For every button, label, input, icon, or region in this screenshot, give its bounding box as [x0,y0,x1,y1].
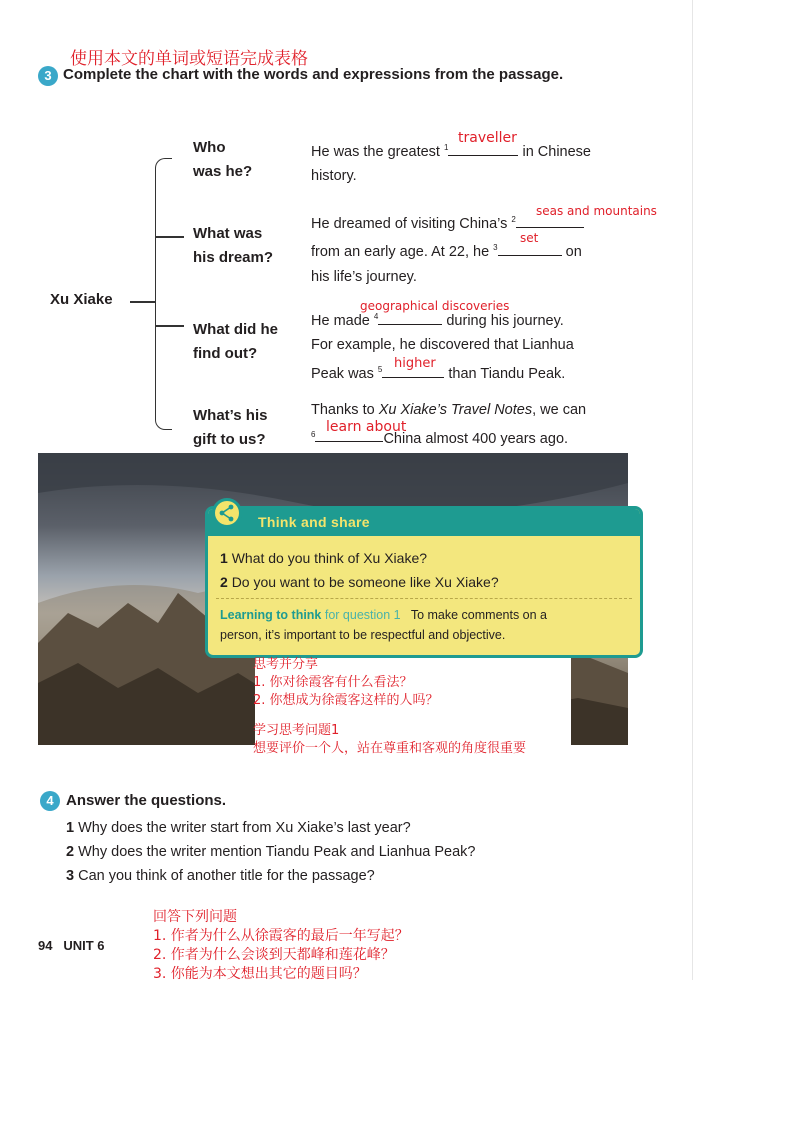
chart-answer-2: He dreamed of visiting China’s $^2$ from an early age. At 22, he $^3$ on his life’s journey. [311,208,621,289]
chart-question-dream: What was his dream? [193,225,274,266]
chart-bracket [155,158,172,430]
section-4-title: Answer the questions. [66,792,227,809]
share-icon [212,498,242,528]
answer-question-1: 1 Why does the writer start from Xu Xiake’s last year? [66,820,411,836]
chinese-instruction: 使用本文的单词或短语完成表格 [70,49,308,69]
chart-tick [156,325,184,327]
think-question-2: 2 Do you want to be someone like Xu Xiake? [220,574,499,590]
divider [216,598,632,599]
think-title: Think and share [208,509,640,536]
learning-tip-line2: person, it’s important to be respectful and objective. [220,628,506,642]
answer-fill-5: higher [394,356,436,371]
section-4-number: 4 [40,791,60,811]
chart-center-label: Xu Xiake [50,291,113,308]
think-question-1: 1 What do you think of Xu Xiake? [220,550,428,566]
unit-label: UNIT 6 [63,938,105,953]
section-3-number: 3 [38,66,58,86]
think-cn-notes: 思考并分享 1. 你对徐霞客有什么看法？ 2. 你想成为徐霞客这样的人吗？ 学习思考问题1 想要评价一个人，站在尊重和客观的角度很重要 [253,657,527,756]
page-edge [692,0,693,980]
chart-question-find-out: What did he find out? [193,321,278,362]
think-and-share-box [205,506,643,658]
learning-tip: Learning to think for question 1 To make comments on a [220,608,547,622]
chart-question-gift: What’s his gift to us? [193,407,268,448]
answer-question-2: 2 Why does the writer mention Tiandu Peak and Lianhua Peak? [66,844,476,860]
chart-answer-1: He was the greatest $^1$ in Chinese history. [311,136,621,189]
chart-question-who: Who was he? [193,139,253,180]
page-number: 94 [38,938,53,953]
chart-answer-3: He made $^4$ during his journey. For example, he discovered that Lianhua Peak was $^5$ than Tiandu Peak. [311,305,621,386]
chart-connector [130,301,156,303]
chart-tick [156,236,184,238]
chart-answer-4: Thanks to Xu Xiake’s Travel Notes, we can $^6$ China almost 400 years ago. [311,402,587,447]
answer-question-3: 3 Can you think of another title for the passage? [66,868,375,884]
answers-cn-notes: 回答下列问题 1. 作者为什么从徐霞客的最后一年写起？ 2. 作者为什么会谈到天都峰和莲花峰？ 3. 你能为本文想出其它的题目吗？ [153,909,409,982]
answer-fill-3: set [520,231,539,245]
section-3-title: Complete the chart with the words and expressions from the passage. [63,66,564,83]
page-footer [38,938,104,953]
answer-fill-6: learn about [326,419,407,435]
answer-fill-2: seas and mountains [536,204,657,218]
answer-fill-1: traveller [458,130,517,146]
answer-fill-4: geographical discoveries [360,299,510,313]
